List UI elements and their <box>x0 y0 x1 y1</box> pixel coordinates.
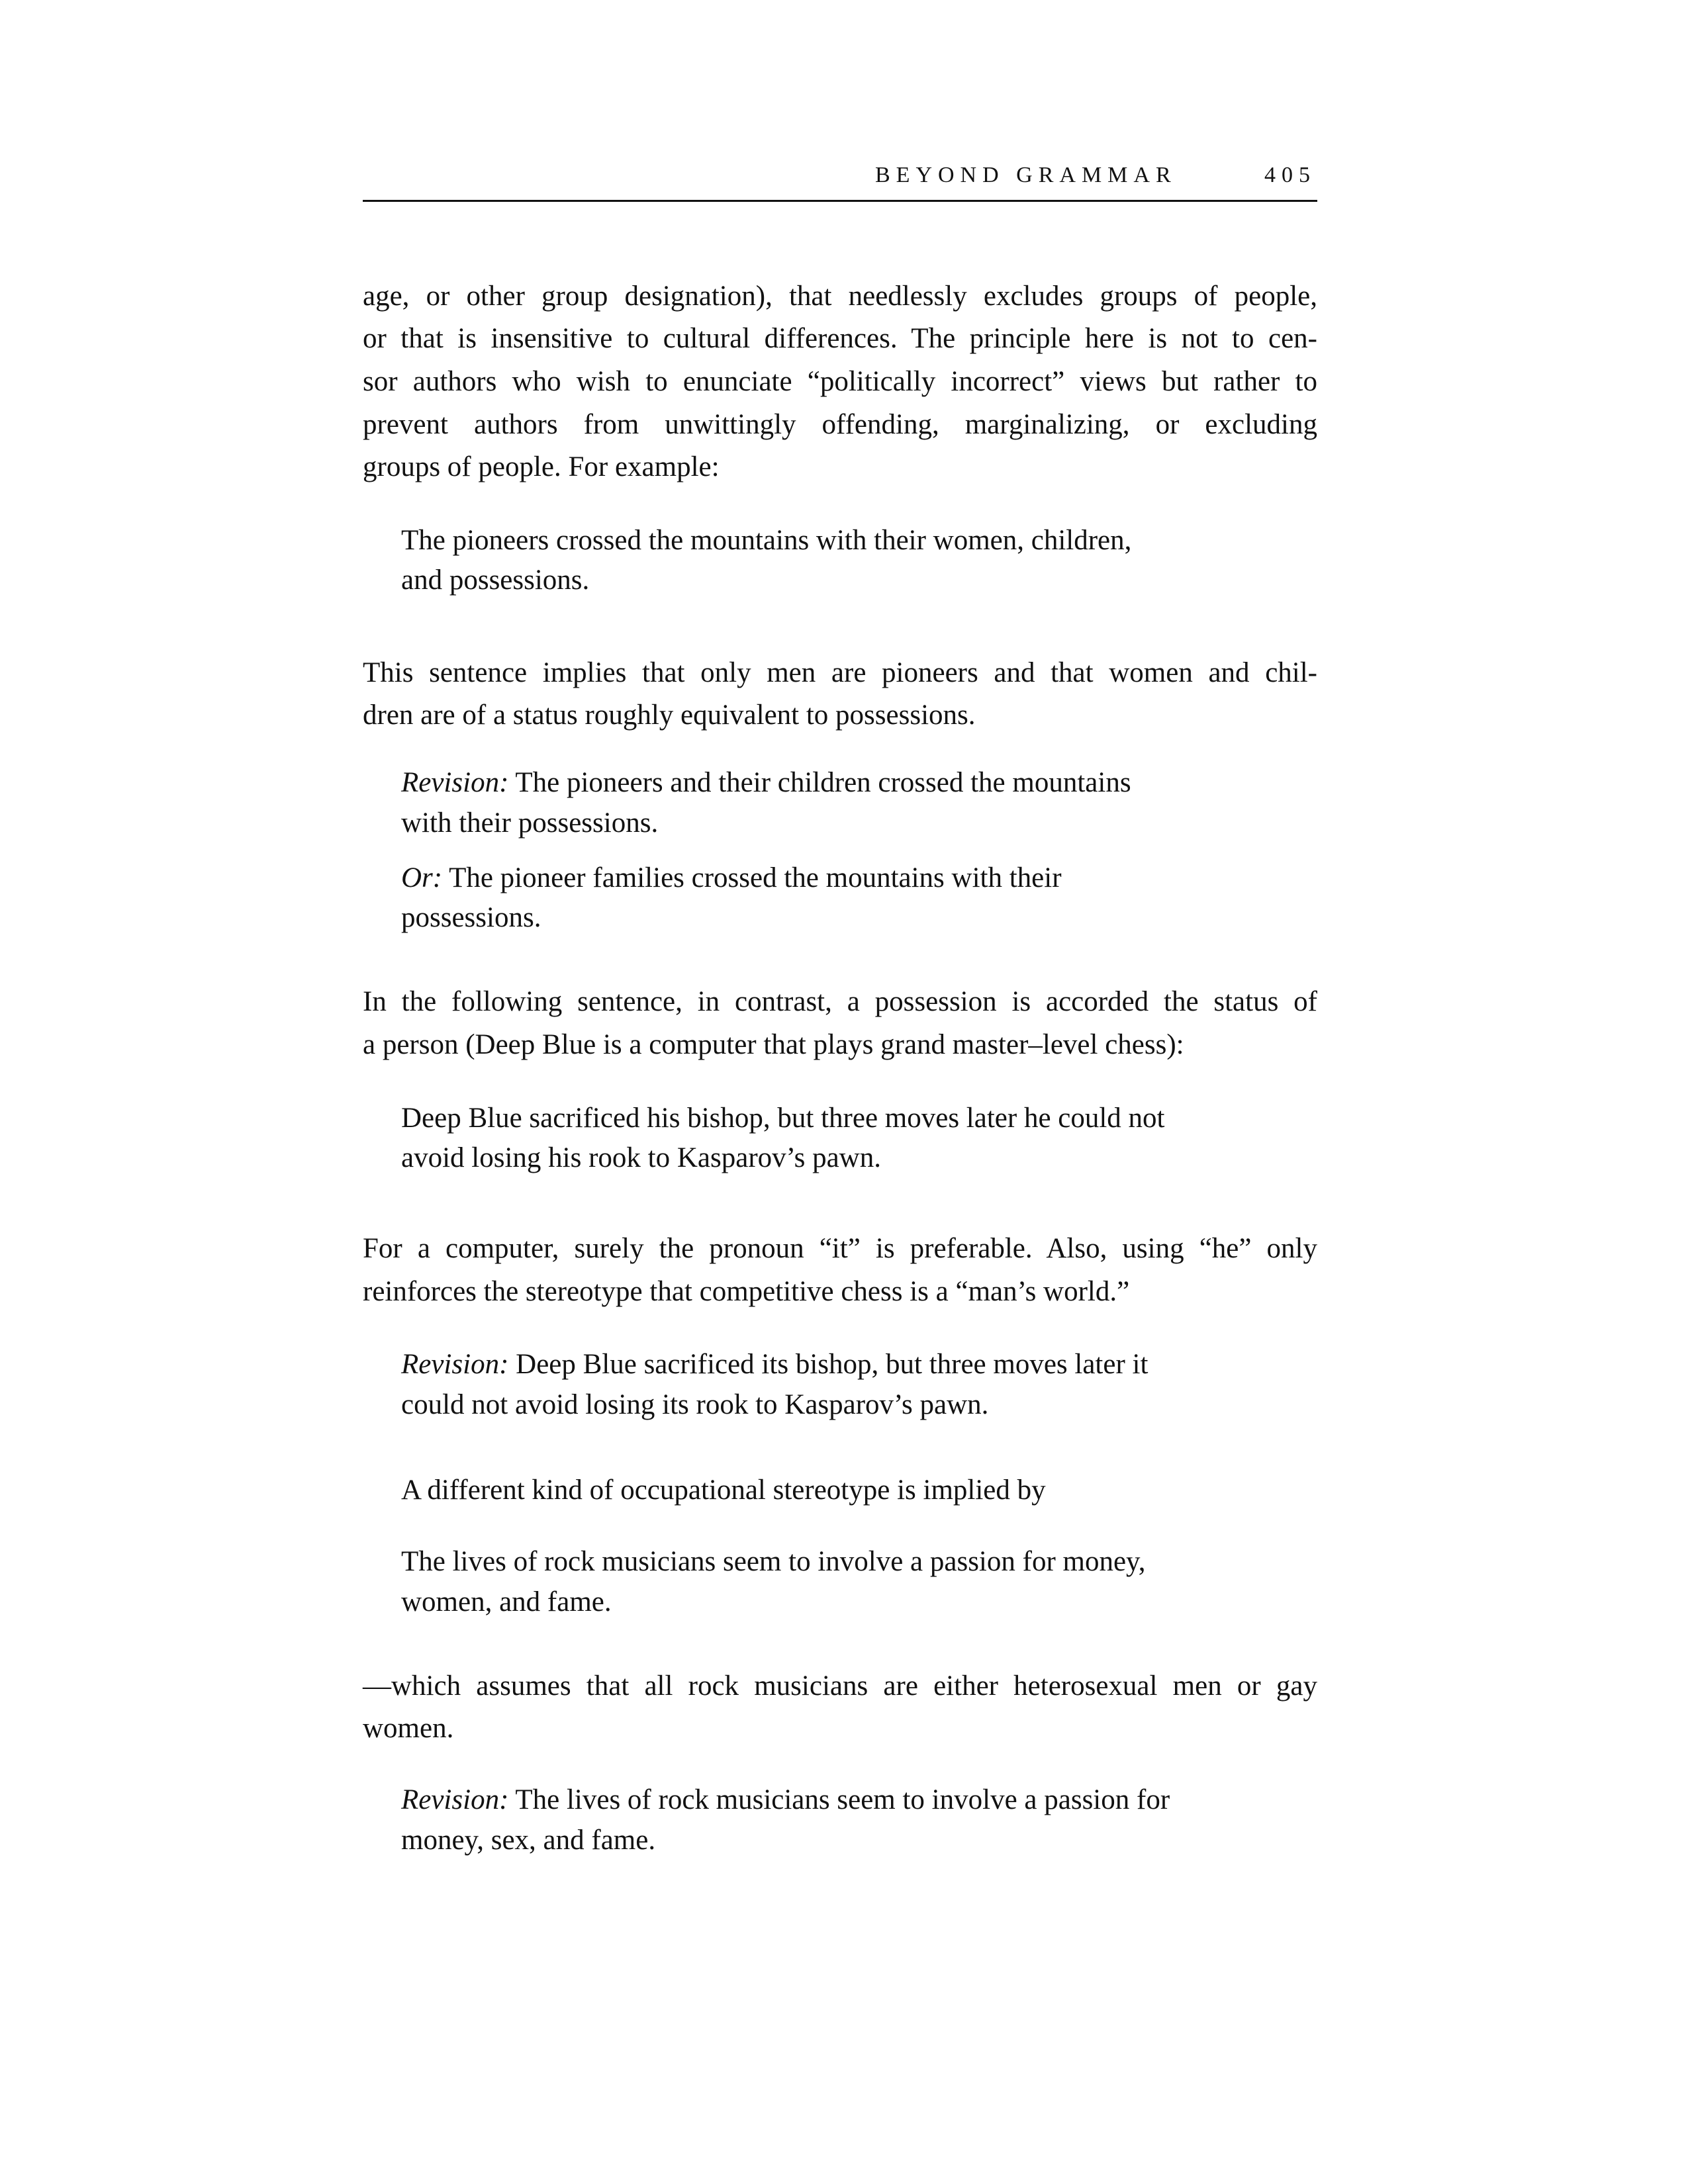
paragraph-line: In the following sentence, in contrast, a possession is accorded the status of <box>363 986 1317 1017</box>
alternative-line <box>401 858 1062 898</box>
alternative-text: The pioneer families crossed the mountains with their <box>442 862 1062 893</box>
paragraph-line: sor authors who wish to enunciate “politically incorrect” views but rather to <box>363 366 1317 397</box>
revision-line: with their possessions. <box>401 807 659 839</box>
running-title: BEYOND GRAMMAR <box>875 163 1177 187</box>
paragraph-line: For a computer, surely the pronoun “it” is preferable. Also, using “he” only <box>363 1233 1317 1264</box>
revision-label: Revision: <box>401 767 509 798</box>
paragraph-line: —which assumes that all rock musicians are either heterosexual men or gay <box>363 1670 1317 1702</box>
paragraph-line: a person (Deep Blue is a computer that plays grand master–level chess): <box>363 1029 1184 1060</box>
header-rule <box>363 200 1317 202</box>
revision-line <box>401 1345 1148 1385</box>
example-line: and possessions. <box>401 565 590 596</box>
paragraph-line: groups of people. For example: <box>363 451 720 482</box>
example-line: The pioneers crossed the mountains with their women, children, <box>401 525 1132 556</box>
revision-label: Revision: <box>401 1784 509 1815</box>
paragraph-line: or that is insensitive to cultural differences. The principle here is not to cen- <box>363 323 1317 354</box>
revision-label: Revision: <box>401 1349 509 1380</box>
revision-text: Deep Blue sacrificed its bishop, but three moves later it <box>508 1349 1149 1380</box>
paragraph-line: A different kind of occupational stereotype is implied by <box>401 1475 1046 1506</box>
paragraph-line: dren are of a status roughly equivalent to possessions. <box>363 700 976 731</box>
paragraph-line: prevent authors from unwittingly offending, marginalizing, or excluding <box>363 409 1317 440</box>
page-number: 405 <box>1264 163 1316 187</box>
example-line: The lives of rock musicians seem to involve a passion for money, <box>401 1546 1146 1577</box>
example-line: avoid losing his rook to Kasparov’s pawn. <box>401 1142 881 1173</box>
revision-text: The pioneers and their children crossed the mountains <box>508 767 1131 798</box>
paragraph-line: reinforces the stereotype that competitive chess is a “man’s world.” <box>363 1276 1130 1307</box>
paragraph-line: This sentence implies that only men are pioneers and that women and chil- <box>363 657 1317 688</box>
revision-line: money, sex, and fame. <box>401 1825 656 1856</box>
or-label: Or: <box>401 862 443 893</box>
revision-line: could not avoid losing its rook to Kasparov’s pawn. <box>401 1389 989 1420</box>
revision-line <box>401 1780 1170 1820</box>
revision-text: The lives of rock musicians seem to involve a passion for <box>508 1784 1170 1815</box>
revision-line <box>401 763 1131 803</box>
example-line: Deep Blue sacrificed his bishop, but three moves later he could not <box>401 1103 1165 1134</box>
alternative-line: possessions. <box>401 902 541 933</box>
example-line: women, and fame. <box>401 1586 612 1617</box>
paragraph-line: age, or other group designation), that needlessly excludes groups of people, <box>363 281 1317 312</box>
paragraph-line: women. <box>363 1713 454 1744</box>
